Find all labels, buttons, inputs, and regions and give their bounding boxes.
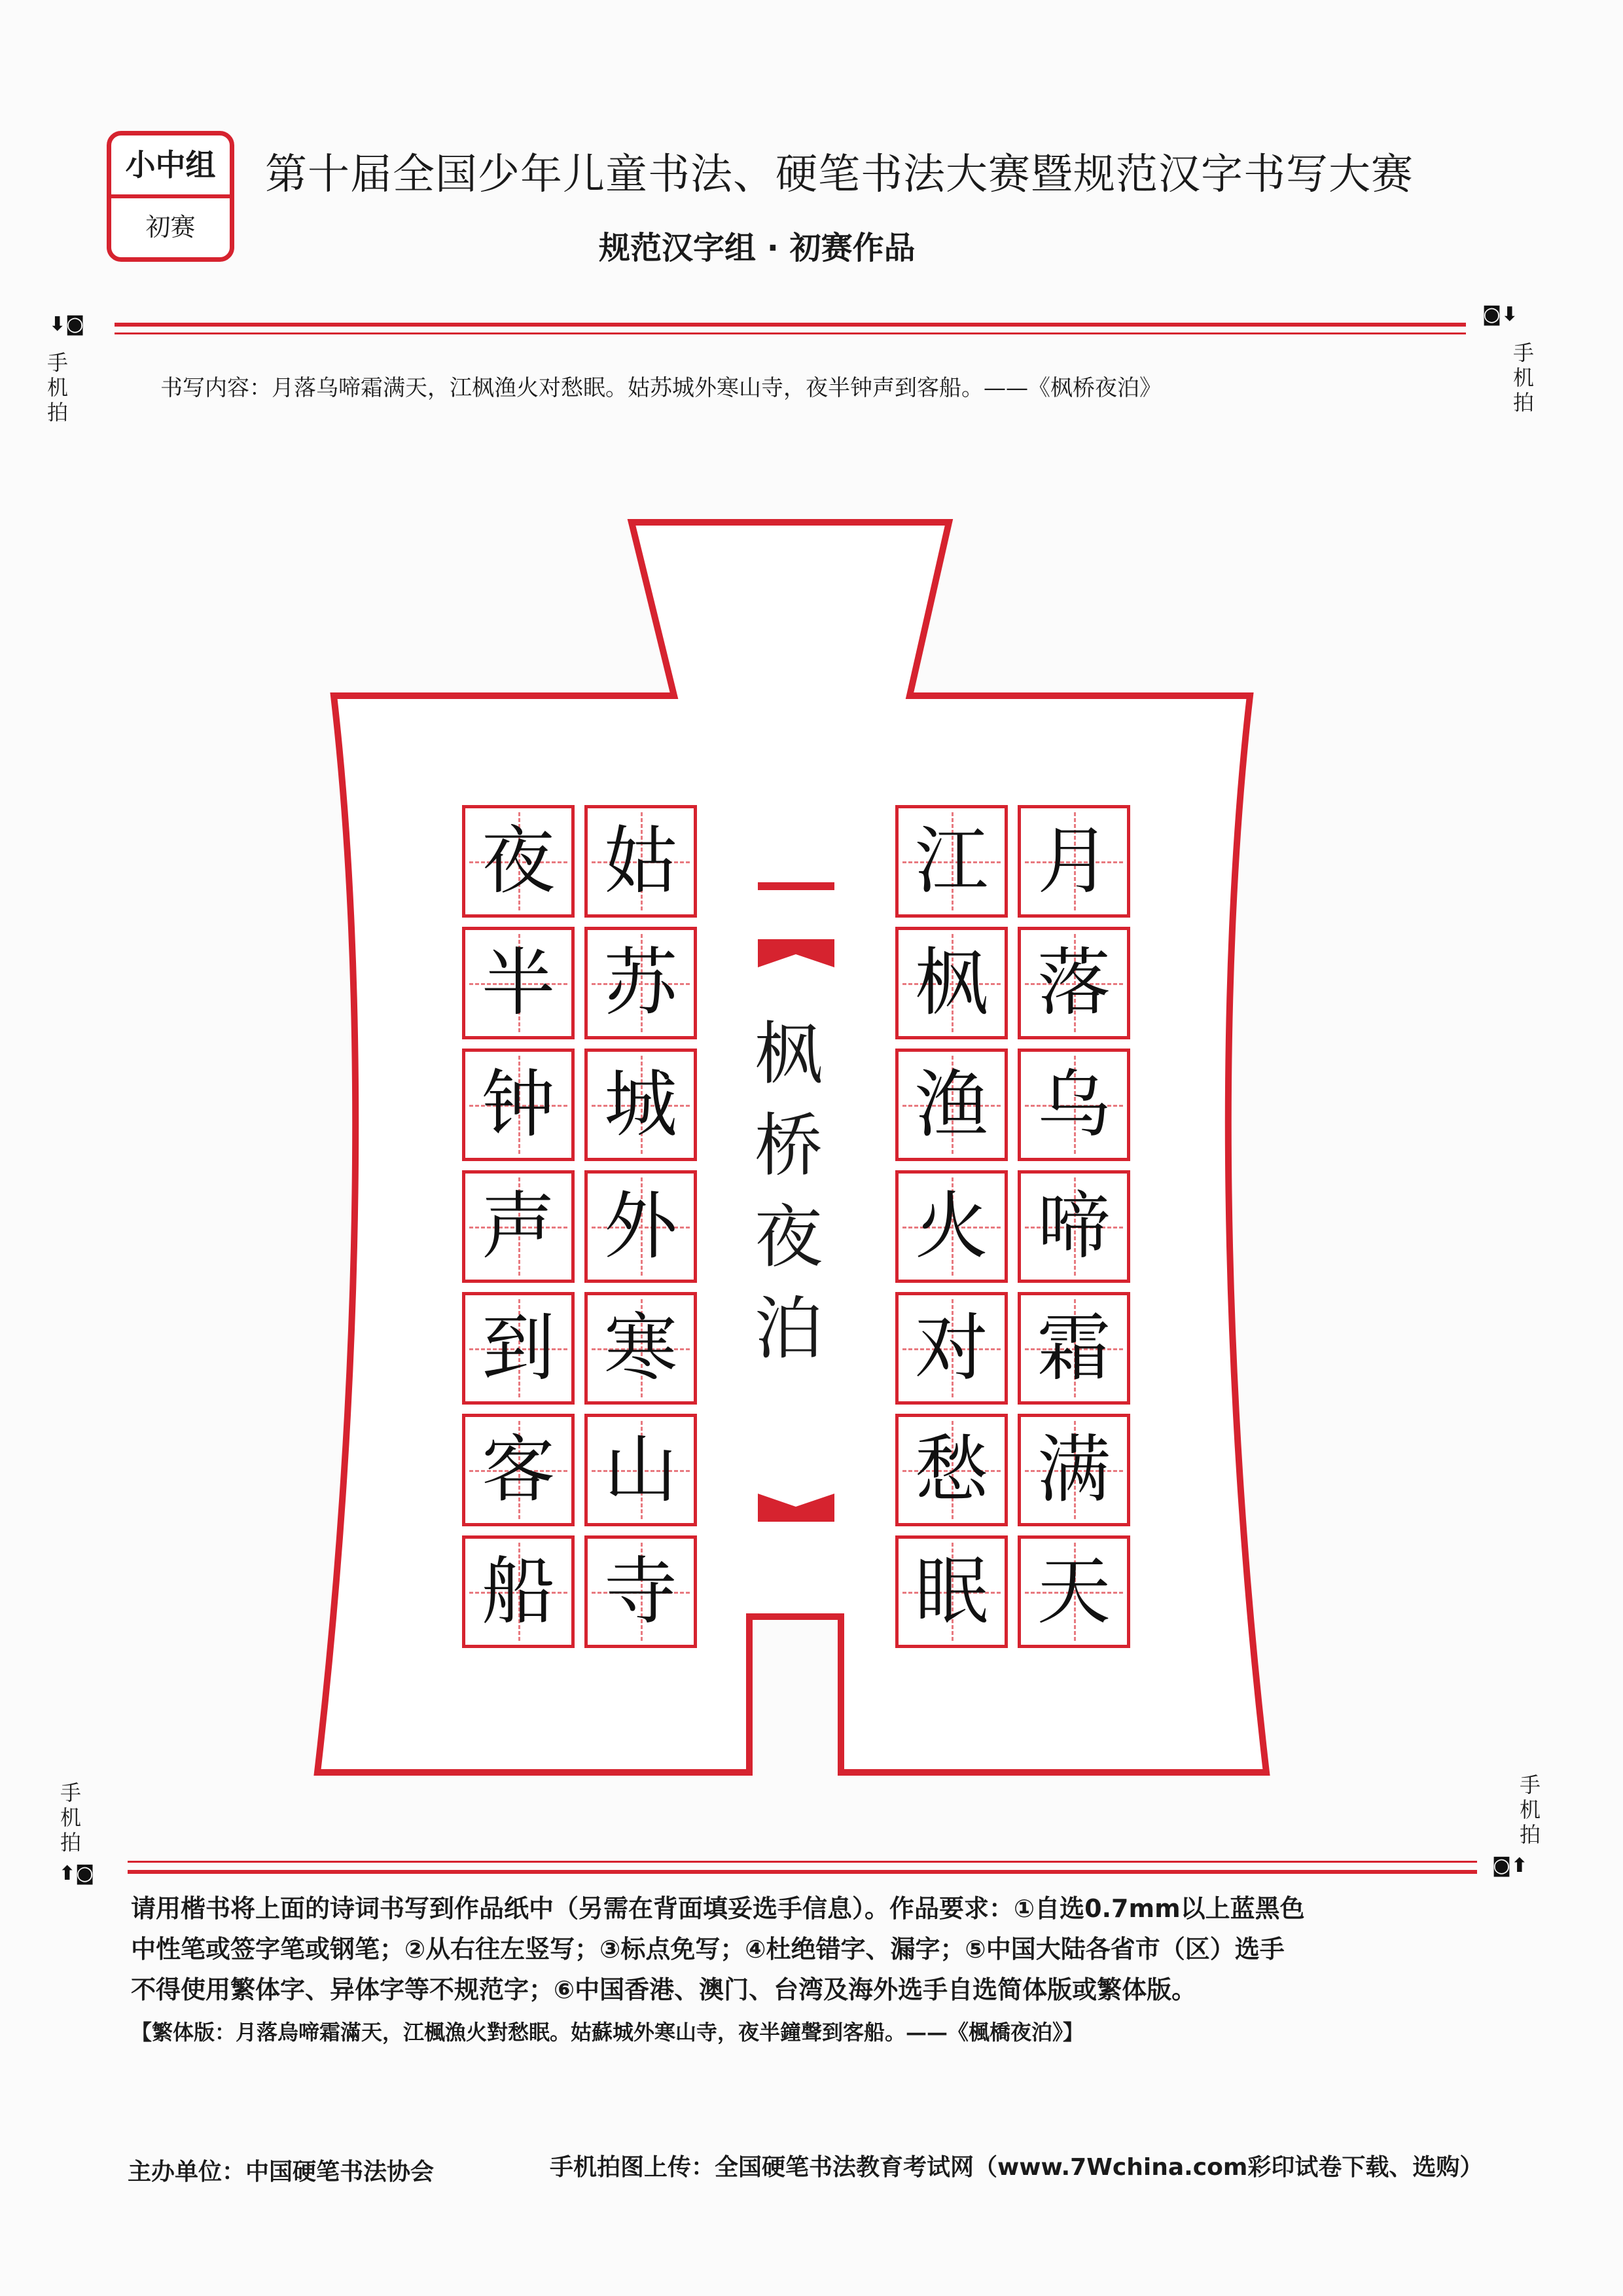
grid-character: 江 — [915, 819, 988, 904]
grid-cell — [1018, 1049, 1130, 1161]
grid-character: 落 — [1037, 941, 1111, 1026]
grid-cell — [895, 805, 1008, 918]
grid-cell — [584, 1414, 697, 1526]
grid-cell — [462, 805, 575, 918]
bottom-rule-thin — [128, 1861, 1477, 1863]
phone-capture-label-left: 手 机 拍 — [60, 1780, 81, 1855]
grid-cell — [1018, 1170, 1130, 1283]
traditional-version: 【繁体版：月落烏啼霜滿天，江楓漁火對愁眠。姑蘇城外寒山寺，夜半鐘聲到客船。——《楓橋夜泊》】 — [131, 2020, 1084, 2045]
grid-character: 火 — [915, 1184, 988, 1269]
grid-cell — [1018, 1414, 1130, 1526]
grid-character: 外 — [604, 1184, 677, 1269]
grid-character: 船 — [482, 1549, 555, 1634]
grid-cell — [895, 1170, 1008, 1283]
poem-title-char: 枫 — [754, 1014, 823, 1094]
grid-character: 半 — [482, 941, 555, 1026]
page-subtitle: 规范汉字组 · 初赛作品 — [599, 230, 916, 266]
organizer: 主办单位：中国硬笔书法协会 — [128, 2159, 435, 2185]
poem-title — [743, 1008, 834, 1374]
phone-capture-label-right: 手 机 拍 — [1512, 340, 1534, 415]
grid-cell — [1018, 805, 1130, 918]
grid-cell — [462, 1535, 575, 1648]
phone-capture-label-right: 手 机 拍 — [1519, 1772, 1541, 1847]
grid-character: 满 — [1037, 1427, 1111, 1513]
grid-cell — [895, 1049, 1008, 1161]
instruction-line: 请用楷书将上面的诗词书写到作品纸中（另需在背面填妥选手信息）。作品要求：①自选0.7mm以上蓝黑色 — [131, 1894, 1305, 1923]
grid-character: 寒 — [604, 1306, 677, 1391]
camera-down-icon: ◙⬇ — [1482, 303, 1518, 326]
grid-cell — [1018, 1535, 1130, 1648]
camera-down-icon: ⬇◙ — [49, 313, 85, 336]
upload-info: 手机拍图上传：全国硬笔书法教育考试网（www.7Wchina.com彩印试卷下载、选购） — [550, 2154, 1484, 2181]
grid-character: 姑 — [604, 819, 677, 904]
grid-cell — [462, 1049, 575, 1161]
bottom-rule — [128, 1870, 1477, 1874]
grid-character: 苏 — [604, 941, 677, 1026]
phone-capture-label-left: 手 机 拍 — [46, 350, 68, 425]
grid-cell — [584, 1170, 697, 1283]
grid-character: 寺 — [604, 1549, 677, 1634]
grid-character: 枫 — [915, 941, 988, 1026]
grid-character: 啼 — [1037, 1184, 1111, 1269]
badge-round-label: 初赛 — [145, 213, 196, 242]
grid-character: 乌 — [1037, 1062, 1111, 1147]
poem-title-char: 泊 — [754, 1289, 823, 1369]
grid-cell — [584, 927, 697, 1039]
instructions — [131, 1888, 1492, 2010]
grid-character: 天 — [1037, 1549, 1111, 1634]
grid-cell — [584, 1535, 697, 1648]
grid-character: 城 — [604, 1062, 677, 1147]
grid-cell — [895, 927, 1008, 1039]
grid-cell — [1018, 1292, 1130, 1405]
instruction-line: 中性笔或签字笔或钢笔；②从右往左竖写；③标点免写；④杜绝错字、漏字；⑤中国大陆各省市（区）选手 — [131, 1935, 1285, 1964]
grid-cell — [895, 1535, 1008, 1648]
grid-cell — [584, 1292, 697, 1405]
grid-character: 到 — [482, 1306, 555, 1391]
grid-cell — [462, 1170, 575, 1283]
grid-character: 眠 — [915, 1549, 988, 1634]
writing-content-line: 书写内容：月落乌啼霜满天，江枫渔火对愁眠。姑苏城外寒山寺，夜半钟声到客船。——《枫桥夜泊》 — [160, 375, 1162, 401]
grid-cell — [1018, 927, 1130, 1039]
grid-cell — [895, 1414, 1008, 1526]
grid-cell — [462, 1292, 575, 1405]
grid-character: 钟 — [482, 1062, 555, 1147]
badge-group-label: 小中组 — [111, 135, 230, 198]
grid-cell — [895, 1292, 1008, 1405]
poem-title-char: 桥 — [754, 1105, 823, 1185]
grid-character: 霜 — [1037, 1306, 1111, 1391]
grid-cell — [462, 1414, 575, 1526]
camera-up-icon: ◙⬆ — [1492, 1854, 1528, 1877]
grid-character: 愁 — [915, 1427, 988, 1513]
camera-up-icon: ⬆◙ — [59, 1862, 95, 1885]
grid-character: 月 — [1037, 819, 1111, 904]
grid-character: 对 — [915, 1306, 988, 1391]
grid-character: 夜 — [482, 819, 555, 904]
poem-title-char: 夜 — [754, 1197, 823, 1277]
grid-cell — [584, 1049, 697, 1161]
grid-character: 客 — [482, 1427, 555, 1513]
grid-character: 渔 — [915, 1062, 988, 1147]
instruction-line: 不得使用繁体字、异体字等不规范字；⑥中国香港、澳门、台湾及海外选手自选简体版或繁体版。 — [131, 1975, 1197, 2004]
grid-character: 声 — [482, 1184, 555, 1269]
grid-cell — [462, 927, 575, 1039]
grid-character: 山 — [604, 1427, 677, 1513]
page-title: 第十届全国少年儿童书法、硬笔书法大赛暨规范汉字书写大赛 — [265, 151, 1414, 199]
grid-cell — [584, 805, 697, 918]
